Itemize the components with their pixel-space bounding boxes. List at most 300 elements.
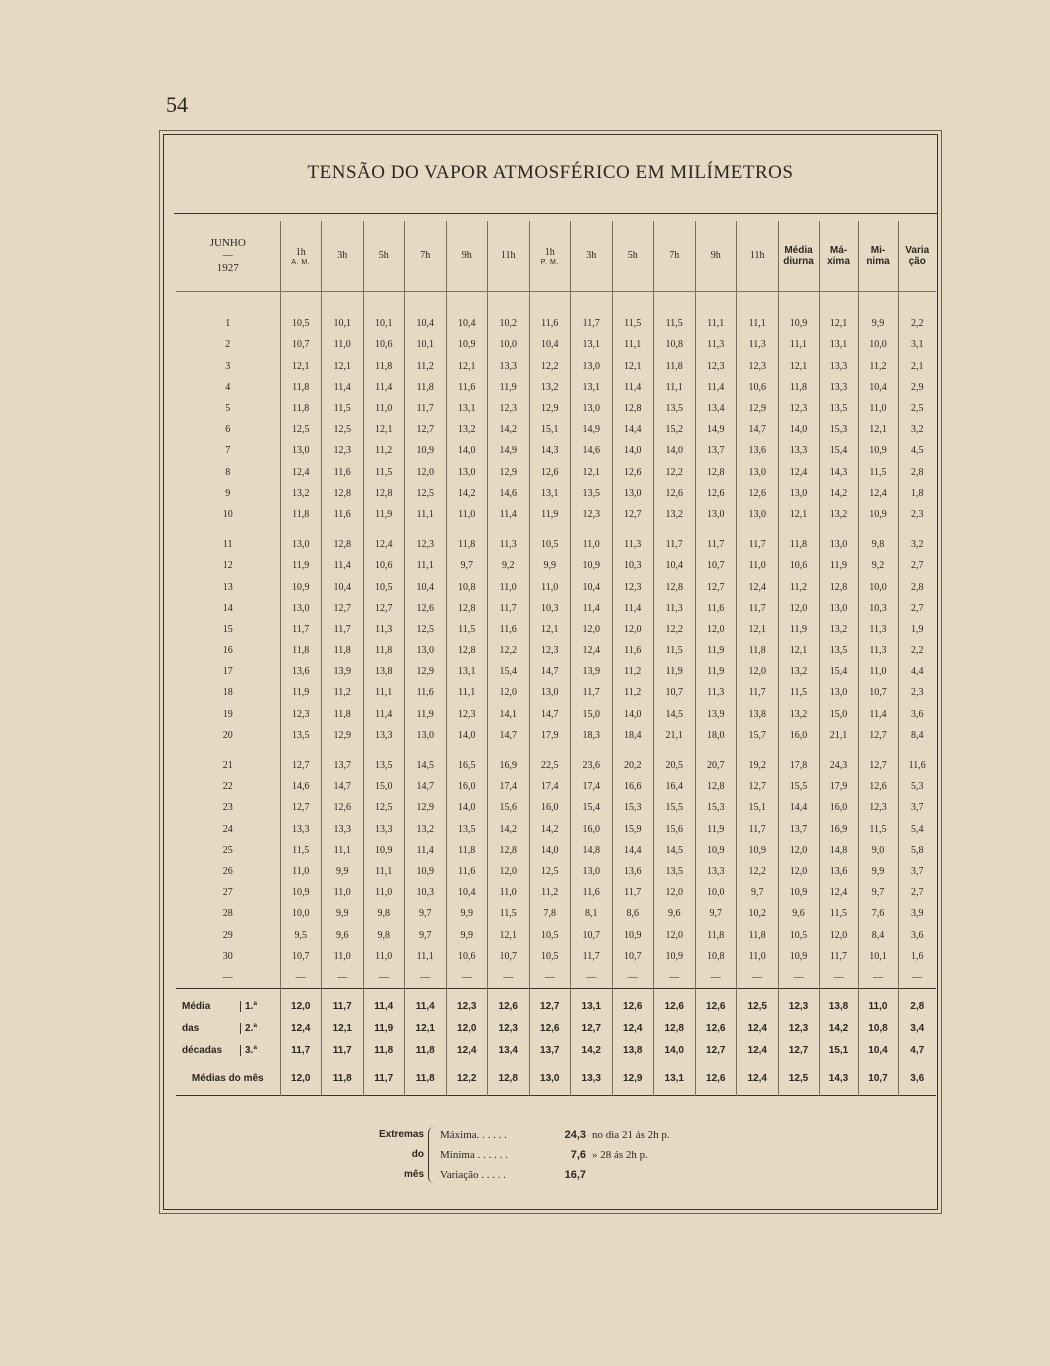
- value-cell: 14,6: [488, 483, 530, 504]
- value-cell: 11,8: [778, 525, 819, 555]
- day-cell: 8: [225, 466, 231, 478]
- value-cell: 11,5: [858, 462, 898, 483]
- header-dash: —: [222, 250, 233, 261]
- value-cell: 11,9: [695, 819, 737, 840]
- title-divider: [174, 213, 937, 214]
- value-cell: 9,7: [695, 903, 737, 924]
- value-cell: 13,1: [571, 377, 613, 398]
- table-row: [176, 819, 936, 840]
- day-cell: 10: [222, 508, 233, 520]
- value-cell: 12,3: [488, 398, 530, 419]
- value-cell: 9,0: [858, 840, 898, 861]
- value-cell: 12,1: [488, 924, 530, 945]
- decade-value-cell: 14,2: [819, 1017, 858, 1039]
- header-row: [176, 221, 936, 292]
- value-cell: 13,8: [737, 704, 779, 725]
- value-cell: 10,5: [529, 946, 571, 967]
- value-cell: 14,8: [571, 840, 613, 861]
- dash-cell: —: [363, 967, 405, 989]
- month-mean-cell: 13,0: [529, 1061, 571, 1096]
- table-row: [176, 882, 936, 903]
- value-cell: 12,2: [737, 861, 779, 882]
- value-cell: 11,6: [529, 313, 571, 334]
- value-cell: 14,9: [571, 419, 613, 440]
- value-cell: 11,7: [488, 598, 530, 619]
- value-cell: 12,3: [322, 440, 364, 461]
- decade-value-cell: 13,7: [529, 1039, 571, 1061]
- value-cell: 14,2: [446, 483, 488, 504]
- day-cell: 3: [225, 360, 231, 372]
- value-cell: 11,9: [405, 704, 447, 725]
- value-cell: 9,6: [654, 903, 696, 924]
- value-cell: 12,0: [612, 619, 654, 640]
- value-cell: 11,8: [446, 840, 488, 861]
- value-cell: 10,9: [363, 840, 405, 861]
- value-cell: 13,9: [695, 704, 737, 725]
- decade-value-cell: 12,6: [488, 989, 530, 1018]
- value-cell: 11,6: [322, 504, 364, 525]
- value-cell: 12,5: [363, 797, 405, 818]
- month-mean-cell: 13,1: [654, 1061, 696, 1096]
- table-row: [176, 483, 936, 504]
- value-cell: 11,0: [363, 398, 405, 419]
- value-cell: 10,2: [737, 903, 779, 924]
- value-cell: 12,0: [778, 598, 819, 619]
- value-cell: 9,2: [488, 555, 530, 576]
- value-cell: 11,2: [405, 356, 447, 377]
- value-cell: 12,4: [737, 576, 779, 597]
- value-cell: 11,2: [529, 882, 571, 903]
- day-cell: 6: [225, 424, 231, 436]
- value-cell: 13,0: [280, 525, 322, 555]
- decade-value-cell: 12,0: [446, 1017, 488, 1039]
- decade-value-cell: 12,4: [737, 1039, 779, 1061]
- value-cell: 14,5: [405, 746, 447, 776]
- value-cell: 11,0: [488, 576, 530, 597]
- value-cell: 14,0: [446, 797, 488, 818]
- value-cell: 17,4: [571, 776, 613, 797]
- value-cell: 2,3: [898, 504, 936, 525]
- header-hour: 3h: [322, 221, 364, 292]
- month-mean-cell: 12,2: [446, 1061, 488, 1096]
- value-cell: 3,9: [898, 903, 936, 924]
- value-cell: 9,7: [858, 882, 898, 903]
- value-cell: 11,1: [654, 377, 696, 398]
- value-cell: 14,6: [280, 776, 322, 797]
- value-cell: 11,1: [446, 682, 488, 703]
- value-cell: 10,9: [280, 576, 322, 597]
- value-cell: 10,9: [612, 924, 654, 945]
- value-cell: 11,4: [695, 377, 737, 398]
- value-cell: 14,7: [488, 725, 530, 746]
- value-cell: 11,0: [737, 555, 779, 576]
- value-cell: 12,4: [571, 640, 613, 661]
- value-cell: 12,8: [695, 462, 737, 483]
- day-cell: 9: [225, 487, 231, 499]
- decade-value-cell: 11,8: [405, 1039, 447, 1061]
- value-cell: 10,3: [405, 882, 447, 903]
- value-cell: 12,7: [612, 504, 654, 525]
- value-cell: 10,4: [405, 313, 447, 334]
- value-cell: 11,5: [858, 819, 898, 840]
- value-cell: 3,2: [898, 525, 936, 555]
- value-cell: 11,1: [322, 840, 364, 861]
- value-cell: 11,2: [612, 661, 654, 682]
- extreme-minima: Mínima . . . . . . 7,6 » 28 ás 2h p.: [440, 1149, 648, 1161]
- value-cell: 12,6: [529, 462, 571, 483]
- value-cell: 11,8: [778, 377, 819, 398]
- value-cell: 10,1: [363, 313, 405, 334]
- table-row: [176, 440, 936, 461]
- header-hour: 7h: [654, 221, 696, 292]
- table-row: [176, 725, 936, 746]
- value-cell: 22,5: [529, 746, 571, 776]
- value-cell: 4,4: [898, 661, 936, 682]
- value-cell: 13,0: [571, 356, 613, 377]
- value-cell: 12,7: [280, 746, 322, 776]
- value-cell: 12,1: [446, 356, 488, 377]
- value-cell: 11,0: [446, 504, 488, 525]
- value-cell: 15,0: [363, 776, 405, 797]
- value-cell: 11,1: [612, 334, 654, 355]
- table-row: [176, 377, 936, 398]
- value-cell: 9,7: [405, 903, 447, 924]
- decade-value-cell: 12,4: [280, 1017, 322, 1039]
- value-cell: 12,9: [737, 398, 779, 419]
- value-cell: 13,0: [405, 640, 447, 661]
- value-cell: 15,0: [819, 704, 858, 725]
- value-cell: 13,0: [571, 861, 613, 882]
- value-cell: 10,9: [405, 861, 447, 882]
- month-mean-cell: 12,4: [737, 1061, 779, 1096]
- value-cell: 11,8: [322, 640, 364, 661]
- decade-value-cell: 11,7: [280, 1039, 322, 1061]
- value-cell: 11,1: [363, 682, 405, 703]
- day-cell: 5: [225, 403, 231, 415]
- header-hour: 11h: [737, 221, 779, 292]
- value-cell: 14,0: [612, 704, 654, 725]
- value-cell: 9,9: [322, 861, 364, 882]
- value-cell: 15,5: [778, 776, 819, 797]
- value-cell: 13,0: [405, 725, 447, 746]
- value-cell: 11,1: [405, 555, 447, 576]
- value-cell: 16,6: [612, 776, 654, 797]
- month-mean-cell: 12,6: [695, 1061, 737, 1096]
- value-cell: 11,7: [280, 619, 322, 640]
- value-cell: 11,4: [363, 704, 405, 725]
- value-cell: 14,9: [695, 419, 737, 440]
- value-cell: 15,4: [819, 440, 858, 461]
- value-cell: 11,5: [819, 903, 858, 924]
- value-cell: 12,3: [571, 504, 613, 525]
- value-cell: 10,9: [405, 440, 447, 461]
- header-variacao: Varia ção: [898, 221, 936, 292]
- value-cell: 12,6: [322, 797, 364, 818]
- value-cell: 11,6: [898, 746, 936, 776]
- table-title: TENSÃO DO VAPOR ATMOSFÉRICO EM MILÍMETROS: [307, 162, 794, 183]
- decade-value-cell: 13,8: [612, 1039, 654, 1061]
- value-cell: 12,1: [858, 419, 898, 440]
- value-cell: 11,4: [363, 377, 405, 398]
- value-cell: 10,7: [858, 682, 898, 703]
- value-cell: 12,1: [778, 640, 819, 661]
- decade-value-cell: 12,5: [737, 989, 779, 1018]
- value-cell: 14,5: [654, 840, 696, 861]
- value-cell: 13,3: [363, 819, 405, 840]
- value-cell: 15,3: [695, 797, 737, 818]
- value-cell: 11,3: [612, 525, 654, 555]
- dash-cell: —: [654, 967, 696, 989]
- value-cell: 13,5: [280, 725, 322, 746]
- decade-mean-row: [176, 989, 936, 1018]
- day-cell: 20: [222, 729, 233, 741]
- value-cell: 13,5: [819, 640, 858, 661]
- value-cell: 14,0: [778, 419, 819, 440]
- value-cell: 11,8: [654, 356, 696, 377]
- value-cell: 11,7: [819, 946, 858, 967]
- day-cell: 11: [222, 539, 233, 551]
- decade-value-cell: 11,7: [322, 989, 364, 1018]
- day-cell: 27: [222, 887, 233, 899]
- value-cell: 21,1: [819, 725, 858, 746]
- value-cell: 1,6: [898, 946, 936, 967]
- value-cell: 11,9: [695, 640, 737, 661]
- value-cell: 11,1: [363, 861, 405, 882]
- value-cell: 16,0: [446, 776, 488, 797]
- value-cell: 9,2: [858, 555, 898, 576]
- header-hour: 1h A. M.: [280, 221, 322, 292]
- value-cell: 11,7: [571, 682, 613, 703]
- value-cell: 10,9: [858, 504, 898, 525]
- value-cell: 14,7: [529, 661, 571, 682]
- value-cell: 11,5: [322, 398, 364, 419]
- value-cell: 11,4: [322, 555, 364, 576]
- decade-value-cell: 13,8: [819, 989, 858, 1018]
- dash-cell: —: [488, 967, 530, 989]
- value-cell: 11,5: [446, 619, 488, 640]
- value-cell: 13,4: [695, 398, 737, 419]
- value-cell: 13,0: [695, 504, 737, 525]
- header-month: JUNHO: [209, 237, 246, 249]
- dash-cell: —: [898, 967, 936, 989]
- value-cell: 12,8: [446, 598, 488, 619]
- value-cell: 15,4: [571, 797, 613, 818]
- value-cell: 11,4: [322, 377, 364, 398]
- table-row: [176, 840, 936, 861]
- month-mean-row: [176, 1061, 936, 1096]
- value-cell: 11,9: [280, 682, 322, 703]
- value-cell: 12,3: [280, 704, 322, 725]
- dash-cell: —: [858, 967, 898, 989]
- value-cell: 10,7: [654, 682, 696, 703]
- value-cell: 15,3: [819, 419, 858, 440]
- value-cell: 12,4: [778, 462, 819, 483]
- value-cell: 3,7: [898, 861, 936, 882]
- value-cell: 13,0: [612, 483, 654, 504]
- value-cell: 9,9: [529, 555, 571, 576]
- value-cell: 11,1: [405, 504, 447, 525]
- value-cell: 14,8: [819, 840, 858, 861]
- value-cell: 15,1: [737, 797, 779, 818]
- header-hour: 11h: [488, 221, 530, 292]
- value-cell: 10,7: [280, 946, 322, 967]
- table-row: [176, 619, 936, 640]
- value-cell: 12,3: [405, 525, 447, 555]
- value-cell: 12,0: [778, 861, 819, 882]
- value-cell: 13,9: [571, 661, 613, 682]
- decade-value-cell: 11,4: [363, 989, 405, 1018]
- value-cell: 11,5: [280, 840, 322, 861]
- value-cell: 11,5: [654, 313, 696, 334]
- summary-rows: [176, 989, 936, 1097]
- decade-value-cell: 12,7: [778, 1039, 819, 1061]
- month-mean-cell: 11,7: [363, 1061, 405, 1096]
- value-cell: 2,8: [898, 462, 936, 483]
- day-cell: 17: [222, 666, 233, 678]
- value-cell: 10,5: [280, 313, 322, 334]
- value-cell: 11,1: [695, 313, 737, 334]
- value-cell: 13,6: [737, 440, 779, 461]
- value-cell: 11,6: [571, 882, 613, 903]
- value-cell: 2,2: [898, 313, 936, 334]
- table-spacer: [176, 292, 936, 314]
- value-cell: 2,8: [898, 576, 936, 597]
- value-cell: 11,8: [280, 640, 322, 661]
- dash-cell: —: [571, 967, 613, 989]
- value-cell: 13,2: [654, 504, 696, 525]
- value-cell: 11,6: [446, 377, 488, 398]
- value-cell: 11,0: [322, 946, 364, 967]
- dash-cell: —: [612, 967, 654, 989]
- value-cell: 13,1: [819, 334, 858, 355]
- decade-value-cell: 12,6: [695, 1017, 737, 1039]
- header-hour: 5h: [612, 221, 654, 292]
- day-cell: 21: [222, 760, 233, 772]
- value-cell: 12,8: [819, 576, 858, 597]
- vapor-pressure-table: [176, 221, 936, 1096]
- value-cell: 5,3: [898, 776, 936, 797]
- value-cell: 13,9: [322, 661, 364, 682]
- day-cell: 19: [222, 708, 233, 720]
- day-cell: 26: [222, 865, 233, 877]
- decade-value-cell: 12,6: [695, 989, 737, 1018]
- value-cell: 12,9: [529, 398, 571, 419]
- value-cell: 13,0: [529, 682, 571, 703]
- decade-label: [176, 989, 280, 1018]
- value-cell: 9,9: [446, 924, 488, 945]
- value-cell: 11,6: [695, 598, 737, 619]
- value-cell: 10,4: [446, 882, 488, 903]
- decade-value-cell: 12,4: [446, 1039, 488, 1061]
- value-cell: 8,4: [858, 924, 898, 945]
- decade-mean-row: [176, 1039, 936, 1061]
- table-row: [176, 682, 936, 703]
- value-cell: 7,6: [858, 903, 898, 924]
- value-cell: 14,3: [819, 462, 858, 483]
- value-cell: 9,8: [363, 903, 405, 924]
- value-cell: 13,3: [819, 356, 858, 377]
- value-cell: 10,9: [446, 334, 488, 355]
- month-mean-cell: 12,8: [488, 1061, 530, 1096]
- header-hour: 5h: [363, 221, 405, 292]
- dash-cell: —: [737, 967, 779, 989]
- value-cell: 16,0: [529, 797, 571, 818]
- decade-label: [176, 1039, 280, 1061]
- value-cell: 14,2: [488, 419, 530, 440]
- decade-value-cell: 12,3: [778, 1017, 819, 1039]
- value-cell: 11,4: [571, 598, 613, 619]
- value-cell: 10,7: [612, 946, 654, 967]
- value-cell: 11,8: [280, 504, 322, 525]
- value-cell: 10,0: [695, 882, 737, 903]
- value-cell: 9,9: [858, 861, 898, 882]
- value-cell: 13,1: [446, 661, 488, 682]
- decade-value-cell: 11,9: [363, 1017, 405, 1039]
- value-cell: 13,2: [405, 819, 447, 840]
- value-cell: 12,2: [654, 462, 696, 483]
- decade-ordinal: 2.ª: [240, 1023, 257, 1034]
- decade-value-cell: 12,6: [612, 989, 654, 1018]
- value-cell: 11,8: [322, 704, 364, 725]
- value-cell: 11,2: [858, 356, 898, 377]
- value-cell: 12,8: [695, 776, 737, 797]
- value-cell: 11,3: [654, 598, 696, 619]
- day-cell: 4: [225, 381, 231, 393]
- value-cell: 11,9: [819, 555, 858, 576]
- value-cell: 11,3: [737, 334, 779, 355]
- value-cell: 12,9: [322, 725, 364, 746]
- value-cell: 12,6: [695, 483, 737, 504]
- decade-value-cell: 12,8: [654, 1017, 696, 1039]
- value-cell: 11,7: [737, 598, 779, 619]
- value-cell: 11,1: [405, 946, 447, 967]
- table-row: [176, 419, 936, 440]
- value-cell: 14,4: [612, 840, 654, 861]
- value-cell: 12,6: [612, 462, 654, 483]
- value-cell: 12,1: [778, 356, 819, 377]
- value-cell: 3,2: [898, 419, 936, 440]
- value-cell: 13,2: [778, 704, 819, 725]
- value-cell: 13,0: [280, 598, 322, 619]
- value-cell: 11,0: [322, 882, 364, 903]
- value-cell: 12,5: [529, 861, 571, 882]
- decade-label-text: Média: [182, 1000, 211, 1012]
- value-cell: 13,5: [654, 398, 696, 419]
- value-cell: 10,8: [446, 576, 488, 597]
- value-cell: 10,9: [737, 840, 779, 861]
- value-cell: 2,7: [898, 882, 936, 903]
- value-cell: 10,4: [571, 576, 613, 597]
- decade-value-cell: 14,0: [654, 1039, 696, 1061]
- month-mean-cell: 12,0: [280, 1061, 322, 1096]
- value-cell: 2,2: [898, 640, 936, 661]
- value-cell: 11,7: [737, 682, 779, 703]
- table-row: [176, 861, 936, 882]
- value-cell: 14,0: [446, 725, 488, 746]
- decade-value-cell: 14,2: [571, 1039, 613, 1061]
- dash-cell: —: [446, 967, 488, 989]
- value-cell: 12,3: [612, 576, 654, 597]
- dash-cell: —: [695, 967, 737, 989]
- daily-rows: [176, 292, 936, 989]
- day-cell: 24: [222, 823, 233, 835]
- value-cell: 14,2: [819, 483, 858, 504]
- decade-value-cell: 15,1: [819, 1039, 858, 1061]
- value-cell: 14,4: [778, 797, 819, 818]
- value-cell: 12,0: [778, 840, 819, 861]
- decade-value-cell: 4,7: [898, 1039, 936, 1061]
- value-cell: 12,1: [280, 356, 322, 377]
